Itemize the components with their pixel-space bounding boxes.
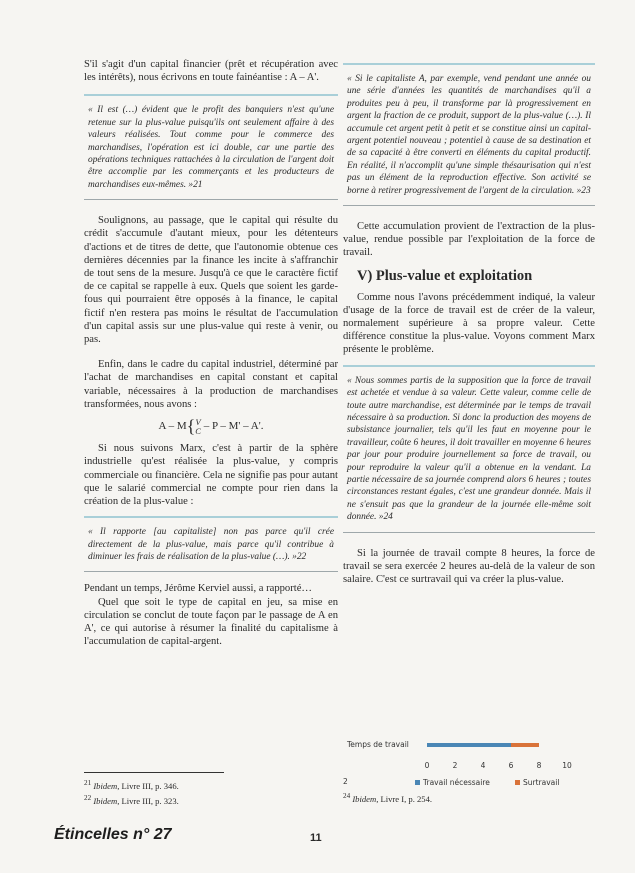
footnote-24: [343, 790, 543, 805]
blockquote: « Si le capitaliste A, par exemple, vend pendant une année ou une série d'années les quantités de marchandises qu'il a produites peu à peu, il transforme par là progressivement en argent la fraction de ce produit, support de la plus-value (…). Il accumule cet argent petit à petit et se constitue ainsi un capital-argent potentiel nouveau ; potentiel à cause de sa destination et de sa capacité à être converti en éléments du capital productif. En réalité, il n'accomplit qu'une simple thésaurisation qui n'est pas un élément de la reproduction effective. Son activité se borne à retirer progressivement de l'argent de la circulation. »23: [347, 74, 591, 196]
footnote-number: 24: [343, 792, 351, 800]
paragraph: Si la journée de travail compte 8 heures, la force de travail se sera exercée 2 heures au-delà de la valeur de son salaire. C'est ce surtravail qui va créer la plus-value.: [343, 547, 595, 585]
paragraph: Pendant un temps, Jérôme Kerviel aussi, a rapporté…: [84, 583, 312, 595]
brace: {: [186, 416, 196, 437]
legend-label: Travail nécessaire: [423, 778, 490, 787]
chart-bar-travail-necessaire: [427, 743, 511, 747]
formula-fraction: [195, 418, 201, 436]
paragraph: Soulignons, au passage, que le capital qui résulte du crédit s'accumule d'autant mieux, pour les détenteurs d'actions et de titres de dette, que l'autonomie obtenue ces dernières décennies par la finance les incite à s'affranchir de tout sens de la mesure. Jusqu'à ce que le caractère fictif de ce capital se rappelle à eux. Quels que soient les garde-fous qui pourraient être opposés à la finance, le capital fictif n'en restera pas moins le résultat de l'accumulation d'un capital assis sur une plus-value qui reste à venir, ou pas.: [84, 215, 338, 346]
chart-tick-label: 8: [536, 761, 542, 770]
footnote-rule: [84, 772, 224, 773]
footnote-text: , Livre III, p. 323.: [117, 795, 179, 806]
footnote-text: , Livre III, p. 346.: [117, 780, 179, 791]
left-column: [84, 58, 338, 648]
paragraph: S'il s'agit d'un capital financier (prêt et récupération avec les intérêts), nous écrivons en toute fainéantise : A – A'.: [84, 59, 338, 84]
formula-bottom: C: [195, 425, 201, 436]
chart-tick-label: 2: [452, 761, 458, 770]
page-number: 11: [310, 832, 322, 844]
chart-bar-surtravail: [511, 743, 539, 747]
chart-tick-label: 10: [562, 761, 572, 770]
footnote-number: 22: [84, 793, 92, 802]
formula: [84, 416, 338, 437]
footnote-text: , Livre I, p. 254.: [376, 793, 433, 804]
chart-tick-label: 4: [480, 761, 486, 770]
chart-category-label: Temps de travail: [347, 740, 409, 749]
formula-start: A – M: [158, 420, 187, 433]
footnote-number: 21: [84, 779, 92, 787]
chart-legend-item: [415, 778, 490, 787]
legend-swatch: [415, 780, 420, 785]
footnote-21: [84, 777, 264, 792]
paragraph: Quel que soit le type de capital en jeu, sa mise en circulation se conclut de toute façon par le passage de A en A', ce qui autorise à résumer la finalité du capitalisme à l'accumulation de capital-argent.: [84, 596, 338, 648]
chart-tick-label: 0: [424, 761, 430, 770]
paragraph: Enfin, dans le cadre du capital industriel, déterminé par l'achat de marchandises en capital constant et capital variable, nécessaires à la production de marchandises transformées, nous avons :: [84, 359, 338, 410]
publication-title: Étincelles n° 27: [54, 826, 172, 843]
blockquote: « Nous sommes partis de la supposition que la force de travail est achetée et vendue à sa valeur. Cette valeur, comme celle de toute autre marchandise, est déterminée par le temps de travail nécessaire à sa production. Si donc la production des moyens de subsistance journalier, tels qu'il les faut en moyenne pour le travailleur, coûte 6 heures, il doit travailler en moyenne 6 heures par jour pour produire journellement sa force de travail, ou pour reproduire la valeur qu'il a obtenue en la vendant. La partie nécessaire de sa journée comprend alors 6 heures ; toutes circonstances restant égales, c'est une grandeur donnée. Mais il ne s'ensuit pas que la grandeur de la journée elle-même soit donnée. »24: [347, 375, 591, 523]
legend-label: Surtravail: [523, 778, 560, 787]
footnote-ref: Ibidem: [352, 793, 377, 804]
footnote-ref: Ibidem: [93, 780, 118, 791]
paragraph: Cette accumulation provient de l'extraction de la plus-value, rendue possible par l'exploitation de la force de travail.: [343, 221, 595, 259]
right-column: [343, 63, 595, 586]
footnotes-left: [84, 772, 264, 807]
formula-top: V: [195, 416, 201, 427]
formula-end: – P – M' – A'.: [203, 420, 264, 433]
legend-swatch: [515, 780, 520, 785]
stacked-bar-chart: [343, 733, 593, 795]
chart-tick-label: 6: [508, 761, 514, 770]
footnote-22: [84, 792, 264, 807]
chart-stray-label: 2: [343, 777, 348, 786]
footnotes-right: [343, 790, 543, 805]
paragraph: Si nous suivons Marx, c'est à partir de la sphère industrielle qu'est réalisée la plus-value, y compris commerciale ou financière. Cela ne signifie pas pour autant que le salarié commercial ne compte pour rien dans la création de la plus-value :: [84, 443, 338, 507]
footnote-ref: Ibidem: [93, 795, 118, 806]
chart-legend-item: [515, 778, 559, 787]
paragraph: Comme nous l'avons précédemment indiqué, la valeur d'usage de la force de travail est de créer de la valeur, normalement supérieure à sa propre valeur. Cette différence constitue la plus-value. Voyons comment Marx présente le problème.: [343, 291, 595, 356]
blockquote: « Il est (…) évident que le profit des banquiers n'est qu'une retenue sur la plus-value puisqu'ils ont seulement affaire à des valeurs réalisées. Tout comme pour le commerce des marchandises, l'opération est ici double, car une partie des opérations techniques rattachées à la circulation de l'argent doit être accomplie par les commerçants et les producteurs de marchandises eux-mêmes. »21: [88, 105, 334, 190]
section-heading: V) Plus-value et exploitation: [357, 267, 533, 284]
blockquote: « Il rapporte [au capitaliste] non pas parce qu'il crée directement de la plus-value, mais parce qu'il contribue à diminuer les frais de réalisation de la plus-value (…). »22: [88, 527, 334, 562]
